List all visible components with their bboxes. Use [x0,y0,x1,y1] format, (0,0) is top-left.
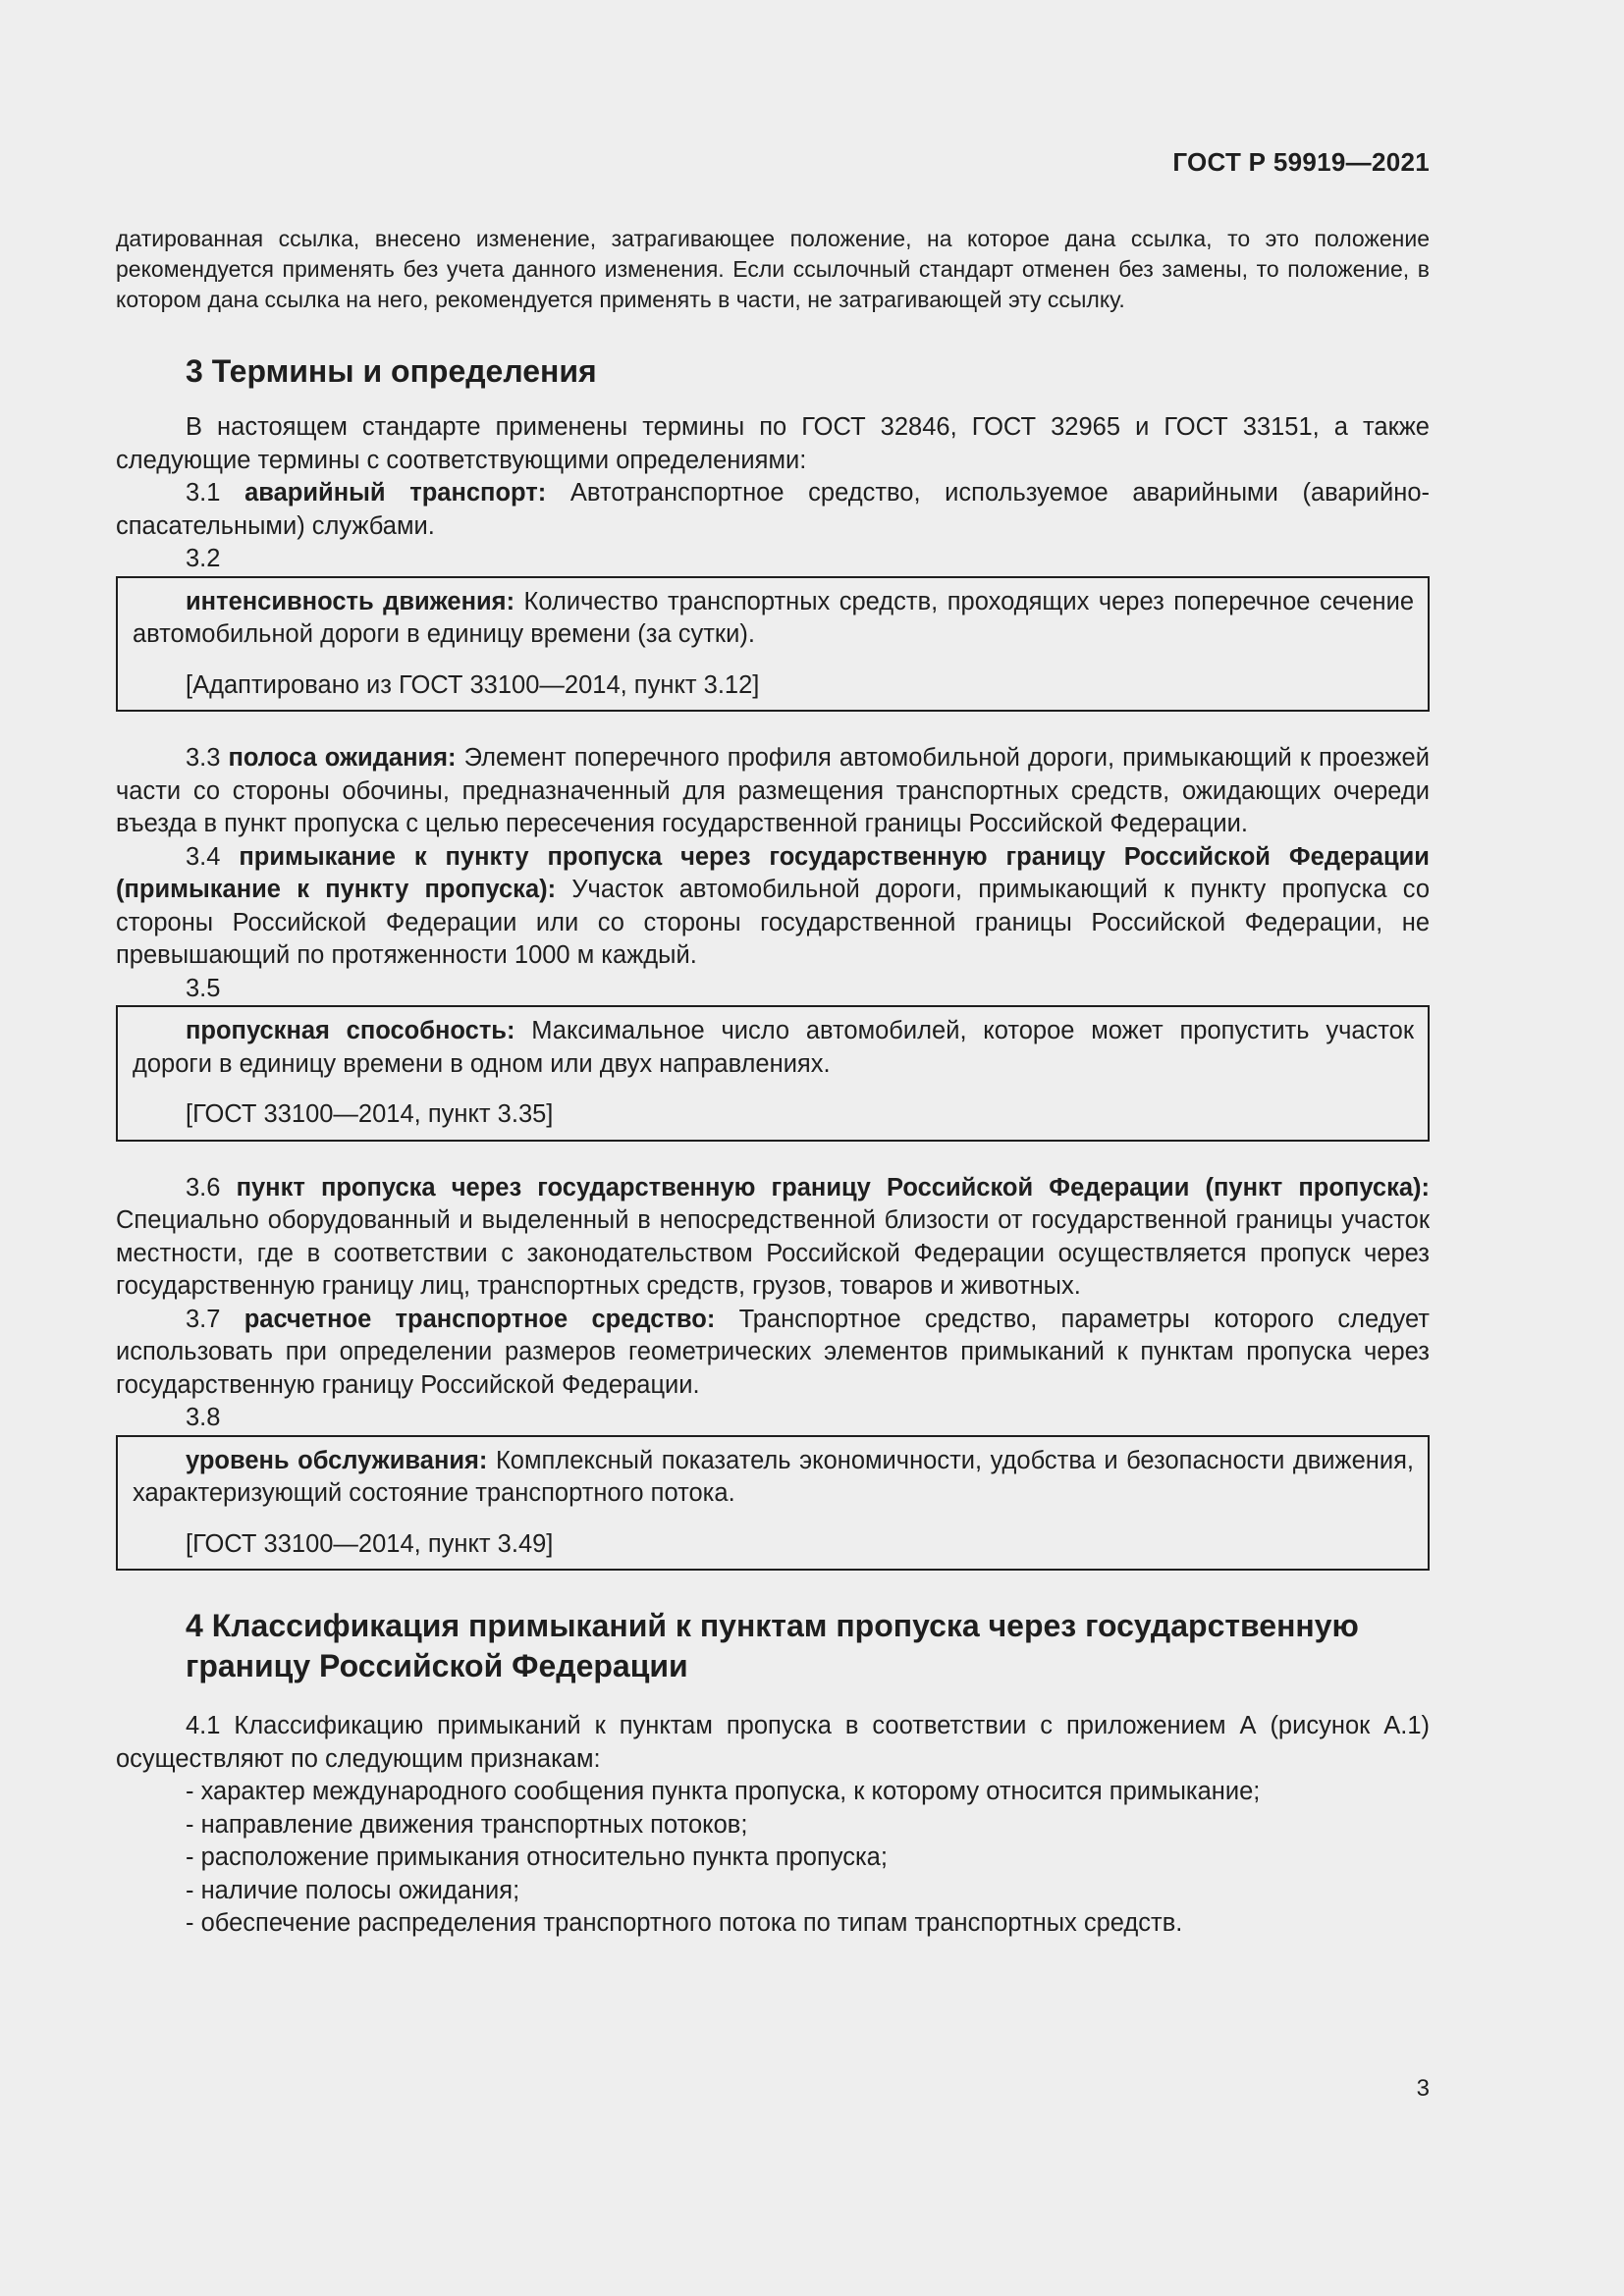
term-3-8-number: 3.8 [186,1404,221,1431]
term-name: пункт пропуска через государственную границу Российской Федерации (пункт пропуска): [236,1173,1430,1201]
classification-list [116,1776,1430,1941]
term-definition: Транспортное средство, параметры которого следует использовать при определении размеров геометрических элементов примыканий к пунктам пропуска через государственную границу Российской Федерации. [116,1305,1430,1399]
term-number: 3.7 [186,1305,221,1333]
term-definition: Комплексный показатель экономичности, удобства и безопасности движения, характеризующий состояние транспортного потока. [133,1446,1414,1507]
term-number: 3.1 [186,479,221,507]
list-item: - направление движения транспортных потоков; [186,1810,748,1839]
term-name: пропускная способность: [186,1017,515,1044]
term-3-2-box [116,576,1430,713]
term-name: полоса ожидания: [228,744,457,772]
term-3-1 [116,477,1430,543]
term-name: аварийный транспорт: [244,479,547,507]
list-item: - наличие полосы ожидания; [186,1876,520,1904]
list-item: - характер международного сообщения пункта пропуска, к которому относится примыкание; [186,1778,1261,1805]
section-4-heading-line-2: границу Российской Федерации [186,1648,688,1683]
term-3-5 [133,1015,1414,1081]
term-name: уровень обслуживания: [186,1446,488,1474]
term-number: 3.4 [186,842,221,871]
term-3-8-box [116,1435,1430,1572]
term-3-2 [133,586,1414,652]
section-3-lead: В настоящем стандарте применены термины по ГОСТ 32846, ГОСТ 32965 и ГОСТ 33151, а также следующие термины с соответствующими определениями: [116,413,1430,474]
term-name: расчетное транспортное средство: [244,1305,716,1333]
term-3-2-number: 3.2 [186,545,221,572]
term-number: 3.3 [186,744,221,772]
term-3-6 [116,1172,1430,1304]
section-4-heading [116,1606,1430,1686]
term-source: [Адаптировано из ГОСТ 33100—2014, пункт 3.12] [186,670,760,699]
page-content [116,224,1430,1941]
section-3-heading: 3 Термины и определения [186,353,597,389]
clause-4-1: 4.1 Классификацию примыканий к пунктам пропуска в соответствии с приложением А (рисунок А.1) осуществляют по следующим признакам: [116,1712,1430,1773]
term-definition: Максимальное число автомобилей, которое может пропустить участок дороги в единицу времени в одном или двух направлениях. [133,1017,1415,1078]
intro-paragraph: датированная ссылка, внесено изменение, затрагивающее положение, на которое дана ссылка, то это положение рекомендуется применять без учета данного изменения. Если ссылочный стандарт отменен без замены, то положение, в котором дана ссылка на него, рекомендуется применять в части, не затрагивающей эту ссылку. [116,226,1430,312]
term-3-8 [133,1445,1414,1511]
term-name: интенсивность движения: [186,587,515,615]
list-item: - расположение примыкания относительно пункта пропуска; [186,1843,888,1871]
term-3-3 [116,742,1430,841]
page-number: 3 [1416,2075,1430,2102]
term-definition: Автотранспортное средство, используемое аварийными (аварийно-спасательными) службами. [116,479,1430,540]
term-source: [ГОСТ 33100—2014, пункт 3.35] [186,1100,554,1128]
term-definition: Количество транспортных средств, проходящих через поперечное сечение автомобильной дороги в единицу времени (за сутки). [133,587,1415,648]
term-name: примыкание к пункту пропуска через государственную границу Российской Федерации (примыкание к пункту пропуска): [116,842,1430,903]
term-definition: Элемент поперечного профиля автомобильной дороги, примыкающий к проезжей части со стороны обочины, предназначенный для размещения транспортных средств, ожидающих очереди въезда в пункт пропуска с целью пересечения государственной границы Российской Федерации. [116,744,1430,837]
list-item: - обеспечение распределения транспортного потока по типам транспортных средств. [186,1909,1183,1937]
section-4-heading-line-1: 4 Классификация примыканий к пунктам пропуска через государственную [186,1608,1359,1643]
document-code: ГОСТ Р 59919—2021 [1172,147,1430,177]
term-source: [ГОСТ 33100—2014, пункт 3.49] [186,1529,554,1558]
term-3-5-box [116,1005,1430,1142]
term-3-4 [116,841,1430,973]
term-3-7 [116,1304,1430,1403]
term-number: 3.6 [186,1173,221,1201]
term-definition: Участок автомобильной дороги, примыкающий к пункту пропуска со стороны Российской Федерации или со стороны государственной границы Российской Федерации, не превышающий по протяженности 1000 м каждый. [116,876,1430,969]
term-definition: Специально оборудованный и выделенный в непосредственной близости от государственной границы участок местности, где в соответствии с законодательством Российской Федерации осуществляется пропуск через государственную границу лиц, транспортных средств, грузов, товаров и животных. [116,1206,1430,1300]
term-3-5-number: 3.5 [186,974,221,1002]
